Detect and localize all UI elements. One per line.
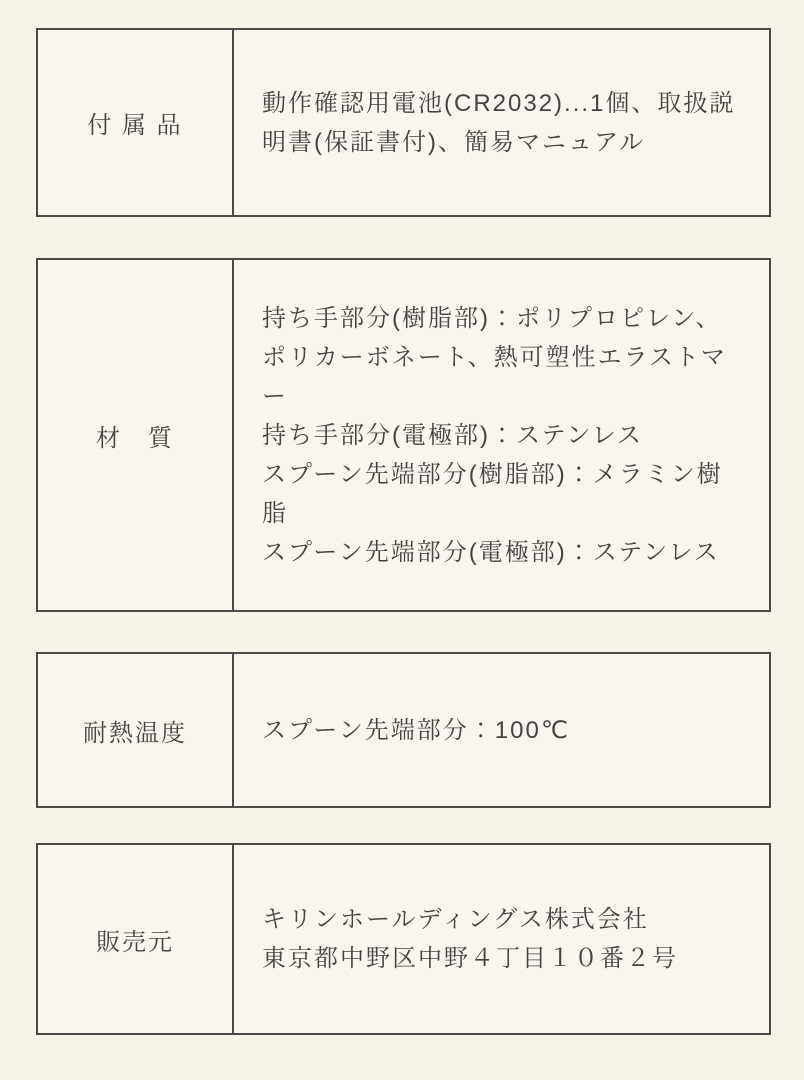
spec-content-seller bbox=[234, 845, 769, 1033]
content-line: スプーン先端部分(樹脂部)：メラミン樹脂 bbox=[262, 460, 723, 527]
spec-table-heat-resistance bbox=[36, 652, 771, 808]
spec-label-material bbox=[38, 260, 234, 610]
content-line: キリンホールディングス株式会社 bbox=[262, 906, 649, 933]
spec-table-material bbox=[36, 258, 771, 612]
spec-label-accessories bbox=[38, 30, 234, 215]
spec-label-text: 耐熱温度 bbox=[83, 719, 187, 747]
content-line: 持ち手部分(電極部)：ステンレス bbox=[262, 421, 643, 449]
spec-label-seller bbox=[38, 845, 234, 1033]
spec-label-text: 材 質 bbox=[96, 424, 174, 452]
content-line: スプーン先端部分(電極部)：ステンレス bbox=[262, 538, 720, 566]
spec-label-heat-resistance bbox=[38, 654, 234, 806]
spec-content-heat-resistance bbox=[234, 654, 769, 806]
content-line: スプーン先端部分：100℃ bbox=[262, 716, 570, 744]
spec-table-seller bbox=[36, 843, 771, 1035]
product-spec-sheet bbox=[36, 0, 771, 1035]
content-line: 動作確認用電池(CR2032)...1個、取扱説明書(保証書付)、簡易マニュアル bbox=[262, 89, 736, 156]
spec-content-material bbox=[234, 260, 769, 610]
spec-label-text: 付 属 品 bbox=[87, 112, 183, 139]
spec-label-text: 販売元 bbox=[96, 928, 174, 956]
spec-table-accessories bbox=[36, 28, 771, 217]
content-line: 東京都中野区中野４丁目１０番２号 bbox=[262, 945, 678, 972]
spec-content-lines bbox=[262, 299, 741, 572]
spec-content-lines bbox=[262, 900, 741, 978]
content-line: 持ち手部分(樹脂部)：ポリプロピレン、ポリカーボネート、熱可塑性エラストマー bbox=[262, 304, 727, 410]
spec-content-accessories bbox=[234, 30, 769, 215]
spec-content-lines bbox=[262, 84, 741, 162]
spec-content-lines bbox=[262, 711, 741, 750]
